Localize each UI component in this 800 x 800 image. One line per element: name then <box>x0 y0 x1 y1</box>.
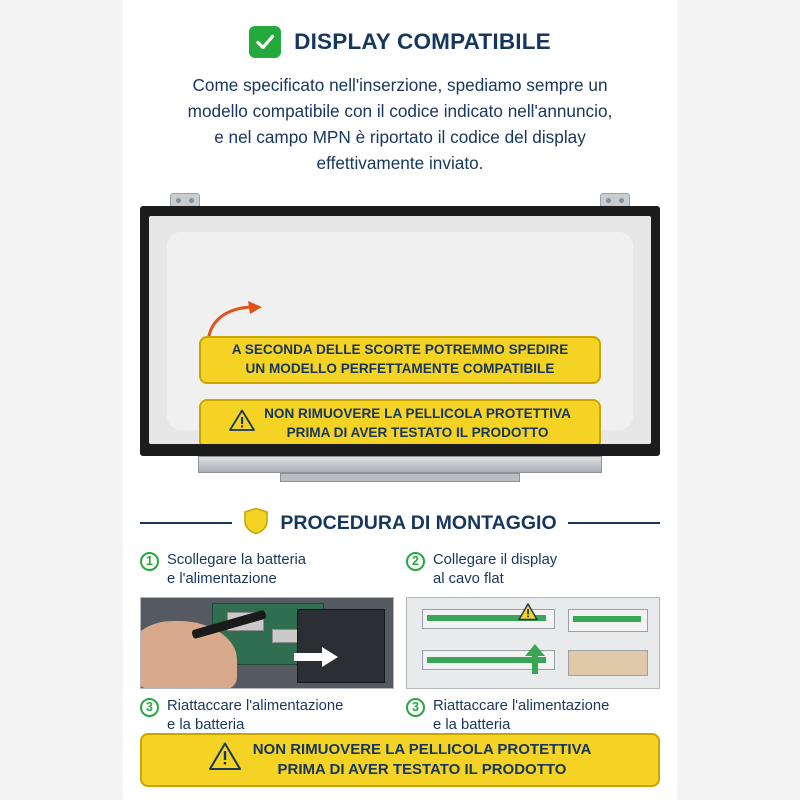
procedure-section-header <box>140 507 660 540</box>
step-1-photo <box>140 597 394 689</box>
finger-graphic <box>568 650 648 675</box>
intro-line-4: effettivamente inviato. <box>316 153 484 174</box>
panel-bottom-tab <box>280 473 520 482</box>
compatibility-banner-line-1: A SECONDA DELLE SCORTE POTREMMO SPEDIRE <box>231 342 569 358</box>
step-2-photo <box>406 597 660 689</box>
footer-line-1: NON RIMUOVERE LA PELLICOLA PROTETTIVA <box>252 740 592 758</box>
shield-icon <box>243 507 269 540</box>
step-label-2 <box>406 551 660 589</box>
footer-warning-banner <box>140 733 660 787</box>
step-number-3-left: 3 <box>140 698 159 717</box>
procedure-title: PROCEDURA DI MONTAGGIO <box>280 511 557 534</box>
header <box>123 26 677 58</box>
page-title: DISPLAY COMPATIBILE <box>294 29 551 54</box>
film-warning-line-1: NON RIMUOVERE LA PELLICOLA PROTETTIVA <box>264 406 571 422</box>
right-arrow-icon <box>294 647 338 672</box>
chip-graphic-2 <box>272 629 299 644</box>
intro-line-1: Come specificato nell'inserzione, spediamo sempre un <box>192 75 608 95</box>
content-card <box>123 0 677 800</box>
step-label-1 <box>140 551 394 589</box>
step-2-line-1: Collegare il display <box>433 551 558 568</box>
warning-triangle-icon-footer <box>209 742 241 777</box>
step-3-right-line-1: Riattaccare l'alimentazione <box>433 698 610 715</box>
film-warning-line-2: PRIMA DI AVER TESTATO IL PRODOTTO <box>286 424 549 440</box>
compatibility-banner <box>199 336 601 384</box>
step-number-2: 2 <box>406 552 425 571</box>
step-3-left-line-1: Riattaccare l'alimentazione <box>167 698 344 715</box>
intro-line-2: modello compatibile con il codice indicato nell'annuncio, <box>187 101 613 122</box>
up-arrow-icon <box>525 644 545 679</box>
socket-contact-graphic <box>573 616 641 622</box>
step-2-line-2: al cavo flat <box>433 570 504 587</box>
film-warning-banner <box>199 399 601 444</box>
panel-bottom-strip <box>198 456 602 473</box>
warning-triangle-icon-small <box>518 603 538 626</box>
panel-bezel <box>140 206 660 456</box>
divider-right <box>568 522 660 524</box>
intro-line-3: e nel campo MPN è riportato il codice del display <box>214 127 586 148</box>
display-panel-illustration <box>140 193 660 493</box>
compatibility-banner-line-2: UN MODELLO PERFETTAMENTE COMPATIBILE <box>245 360 555 376</box>
warning-triangle-icon <box>229 409 255 437</box>
step-label-3-left <box>140 697 394 735</box>
panel-face <box>149 216 651 444</box>
intro-paragraph <box>137 72 663 177</box>
footer-line-2: PRIMA DI AVER TESTATO IL PRODOTTO <box>277 761 567 778</box>
step-number-1: 1 <box>140 552 159 571</box>
step-1-line-1: Scollegare la batteria <box>167 551 307 568</box>
step-3-left-line-2: e la batteria <box>167 717 245 734</box>
check-box-icon <box>249 26 281 58</box>
divider-left <box>140 522 232 524</box>
step-1-line-2: e l'alimentazione <box>167 570 277 587</box>
step-3-right-line-2: e la batteria <box>433 717 511 734</box>
step-label-3-right <box>406 697 660 735</box>
procedure-steps-grid <box>140 551 660 736</box>
step-number-3-right: 3 <box>406 698 425 717</box>
